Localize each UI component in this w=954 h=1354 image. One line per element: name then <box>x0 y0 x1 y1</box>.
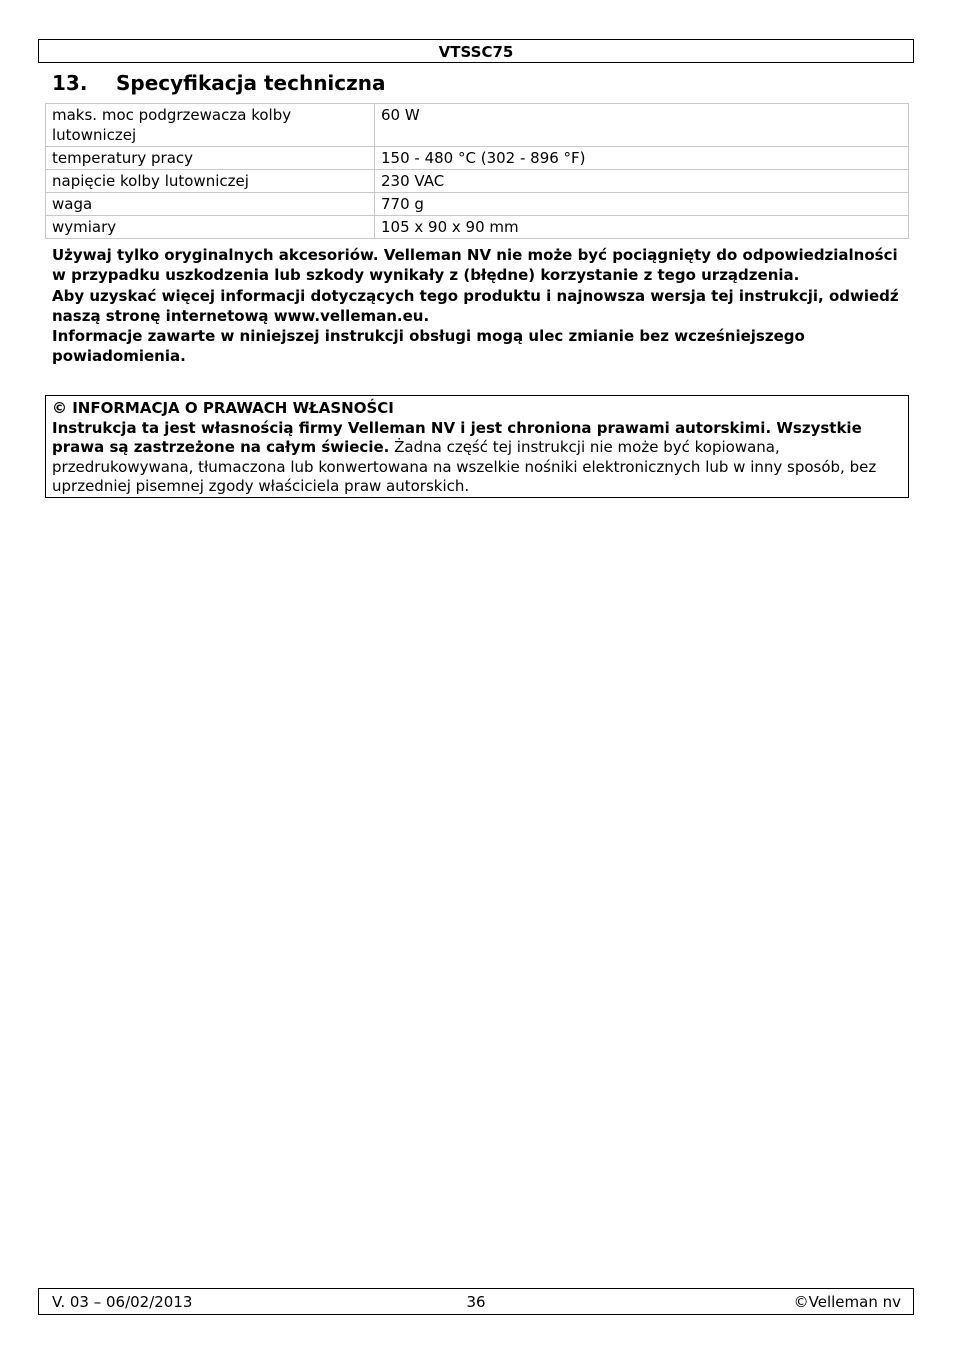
spec-label: napięcie kolby lutowniczej <box>46 170 375 193</box>
table-row <box>46 104 909 147</box>
page-number: 36 <box>466 1293 486 1311</box>
spec-value: 230 VAC <box>375 170 909 193</box>
spec-value: 105 x 90 x 90 mm <box>375 216 909 239</box>
spec-value: 60 W <box>375 104 909 147</box>
table-row <box>46 170 909 193</box>
table-row <box>46 216 909 239</box>
spec-label: temperatury pracy <box>46 147 375 170</box>
copyright-text: Żadna część tej instrukcji nie może być kopiowana, przedrukowywana, tłumaczona lub konwertowana na wszelkie nośniki elektronicznych lub w inny sposób, bez uprzedniej pisemnej zgody właściciela praw autorskich. <box>52 438 877 495</box>
notice-changes: Informacje zawarte w niniejszej instrukcji obsługi mogą ulec zmianie bez wcześniejszego powiadomienia. <box>52 327 805 366</box>
page-header <box>38 39 914 63</box>
section-title <box>52 70 386 96</box>
model-name: VTSSC75 <box>438 43 514 61</box>
table-row <box>46 193 909 216</box>
spec-label: maks. moc podgrzewacza kolby lutowniczej <box>46 104 375 147</box>
spec-value: 770 g <box>375 193 909 216</box>
version-date: V. 03 – 06/02/2013 <box>52 1293 193 1311</box>
copyright-bold-text: Instrukcja ta jest własnością firmy Velleman NV i jest chroniona prawami autorskimi. Wszystkie prawa są zastrzeżone na całym świecie. <box>52 418 862 456</box>
notice-block <box>52 245 902 367</box>
section-heading: Specyfikacja techniczna <box>116 71 386 95</box>
notice-website: Aby uzyskać więcej informacji dotyczących tego produktu i najnowsza wersja tej instrukcji, odwiedź naszą stronę internetową www.velleman.eu. <box>52 286 899 325</box>
section-number: 13. <box>52 71 88 95</box>
spec-table <box>45 103 909 239</box>
copyright-box <box>45 395 909 498</box>
spec-label: wymiary <box>46 216 375 239</box>
company-copyright: ©Velleman nv <box>793 1293 901 1311</box>
table-row <box>46 147 909 170</box>
page-footer <box>38 1288 914 1315</box>
notice-accessories: Używaj tylko oryginalnych akcesoriów. Velleman NV nie może być pociągnięty do odpowiedzialności w przypadku uszkodzenia lub szkody wynikały z (błędne) korzystanie z tego urządzenia. <box>52 246 898 285</box>
spec-label: waga <box>46 193 375 216</box>
copyright-body <box>52 419 902 497</box>
spec-value: 150 - 480 °C (302 - 896 °F) <box>375 147 909 170</box>
copyright-heading: © INFORMACJA O PRAWACH WŁASNOŚCI <box>52 399 394 417</box>
